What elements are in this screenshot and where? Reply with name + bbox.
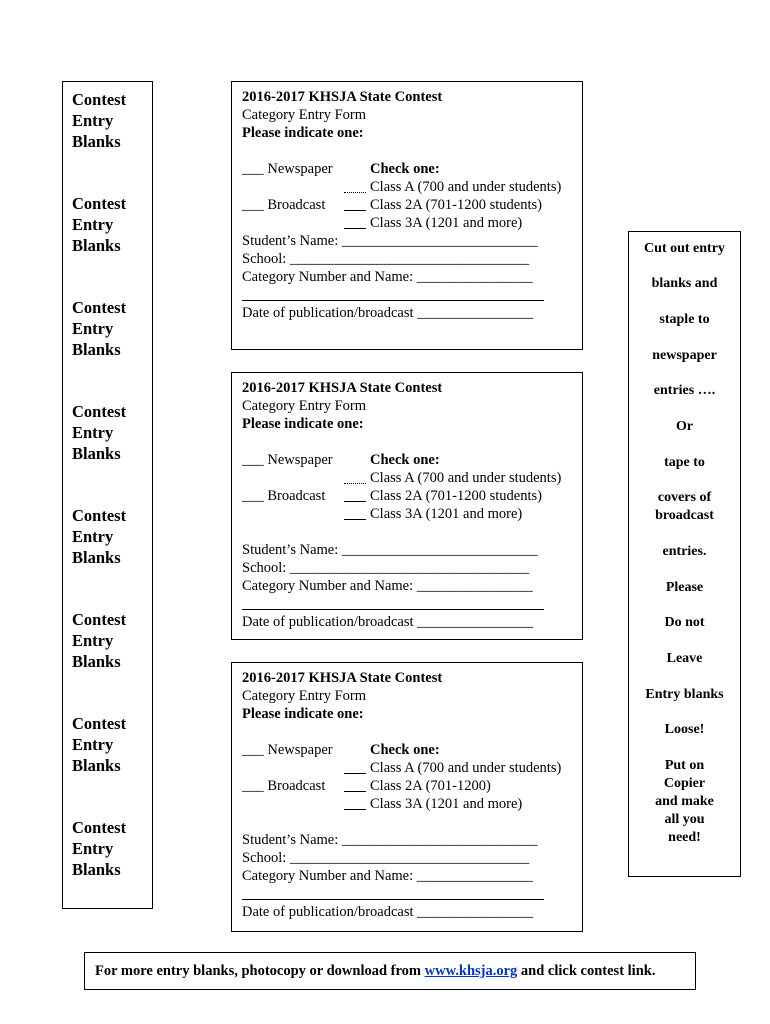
class-3a-option: Class 3A (1201 and more) (370, 215, 523, 231)
category-continuation-line[interactable] (242, 899, 544, 900)
instruction-line: entries. (662, 544, 707, 559)
class-2a-blank[interactable] (344, 210, 366, 211)
footer-text-before: For more entry blanks, photocopy or download from (95, 963, 425, 979)
contest-blank-label: Contest Entry Blanks (72, 194, 127, 255)
newspaper-option[interactable]: ___ Newspaper (242, 161, 333, 177)
student-name-field[interactable]: Student’s Name: ___________________________ (242, 832, 538, 848)
footer-note (84, 952, 696, 990)
newspaper-option[interactable]: ___ Newspaper (242, 742, 333, 758)
instruction-line: tape to (664, 455, 705, 470)
instruction-line: broadcast (655, 508, 714, 523)
form-title: 2016-2017 KHSJA State Contest (242, 380, 443, 396)
instruction-line: blanks and (651, 276, 718, 291)
broadcast-option[interactable]: ___ Broadcast (242, 778, 326, 794)
category-continuation-line[interactable] (242, 300, 544, 301)
contest-blank-label: Contest Entry Blanks (72, 506, 127, 567)
form-indicate-label: Please indicate one: (242, 706, 364, 722)
instruction-line: need! (668, 830, 701, 845)
entry-form (231, 662, 583, 932)
instructions-column (628, 231, 741, 877)
check-one-label: Check one: (370, 742, 440, 758)
class-a-option: Class A (700 and under students) (370, 470, 562, 486)
instruction-line: Put on (664, 758, 705, 773)
instruction-line: Cut out entry (644, 241, 725, 256)
form-subtitle: Category Entry Form (242, 398, 367, 414)
contest-blank-label: Contest Entry Blanks (72, 610, 127, 671)
instruction-line: Entry blanks (645, 687, 724, 702)
newspaper-option[interactable]: ___ Newspaper (242, 452, 333, 468)
instruction-line: newspaper (652, 348, 717, 363)
contest-blank-label: Contest Entry Blanks (72, 298, 127, 359)
class-3a-option: Class 3A (1201 and more) (370, 796, 523, 812)
date-field[interactable]: Date of publication/broadcast ________________ (242, 305, 534, 321)
school-field[interactable]: School: _________________________________ (242, 850, 530, 866)
category-continuation-line[interactable] (242, 609, 544, 610)
instruction-line: all you (664, 812, 705, 827)
class-a-blank[interactable] (344, 483, 366, 484)
instruction-line: Copier (663, 776, 706, 791)
footer-text-after: and click contest link. (517, 963, 656, 979)
class-2a-option: Class 2A (701-1200 students) (370, 197, 542, 213)
date-field[interactable]: Date of publication/broadcast ________________ (242, 614, 534, 630)
form-subtitle: Category Entry Form (242, 688, 367, 704)
form-title: 2016-2017 KHSJA State Contest (242, 670, 443, 686)
broadcast-option[interactable]: ___ Broadcast (242, 488, 326, 504)
category-field[interactable]: Category Number and Name: ________________ (242, 868, 533, 884)
broadcast-option[interactable]: ___ Broadcast (242, 197, 326, 213)
instruction-line: Or (675, 419, 694, 434)
class-a-option: Class A (700 and under students) (370, 179, 562, 195)
school-field[interactable]: School: _________________________________ (242, 560, 530, 576)
instruction-line: covers of (657, 490, 712, 505)
class-3a-blank[interactable] (344, 228, 366, 229)
instruction-line: Please (665, 580, 704, 595)
class-3a-blank[interactable] (344, 519, 366, 520)
contest-blanks-column (62, 81, 153, 909)
instruction-line: Leave (666, 651, 703, 666)
category-field[interactable]: Category Number and Name: ________________ (242, 578, 533, 594)
check-one-label: Check one: (370, 161, 440, 177)
contest-blank-label: Contest Entry Blanks (72, 818, 127, 879)
class-a-blank[interactable] (344, 192, 366, 193)
class-2a-option: Class 2A (701-1200) (370, 778, 491, 794)
student-name-field[interactable]: Student’s Name: ___________________________ (242, 542, 538, 558)
form-subtitle: Category Entry Form (242, 107, 367, 123)
student-name-field[interactable]: Student’s Name: ___________________________ (242, 233, 538, 249)
form-indicate-label: Please indicate one: (242, 125, 364, 141)
class-3a-blank[interactable] (344, 809, 366, 810)
instruction-line: Do not (664, 615, 705, 630)
class-2a-option: Class 2A (701-1200 students) (370, 488, 542, 504)
school-field[interactable]: School: _________________________________ (242, 251, 530, 267)
form-indicate-label: Please indicate one: (242, 416, 364, 432)
instruction-line: entries …. (653, 383, 716, 398)
contest-blank-label: Contest Entry Blanks (72, 402, 127, 463)
contest-blank-label: Contest Entry Blanks (72, 90, 127, 151)
entry-form (231, 372, 583, 640)
class-2a-blank[interactable] (344, 791, 366, 792)
category-field[interactable]: Category Number and Name: ________________ (242, 269, 533, 285)
class-2a-blank[interactable] (344, 501, 366, 502)
class-3a-option: Class 3A (1201 and more) (370, 506, 523, 522)
contest-blank-label: Contest Entry Blanks (72, 714, 127, 775)
class-a-option: Class A (700 and under students) (370, 760, 562, 776)
check-one-label: Check one: (370, 452, 440, 468)
instruction-line: staple to (659, 312, 710, 327)
class-a-blank[interactable] (344, 773, 366, 774)
instruction-line: Loose! (664, 722, 705, 737)
khsja-website-link[interactable]: www.khsja.org (424, 963, 518, 979)
form-title: 2016-2017 KHSJA State Contest (242, 89, 443, 105)
date-field[interactable]: Date of publication/broadcast ________________ (242, 904, 534, 920)
instruction-line: and make (655, 794, 714, 809)
entry-form (231, 81, 583, 350)
footer-text (95, 962, 655, 980)
